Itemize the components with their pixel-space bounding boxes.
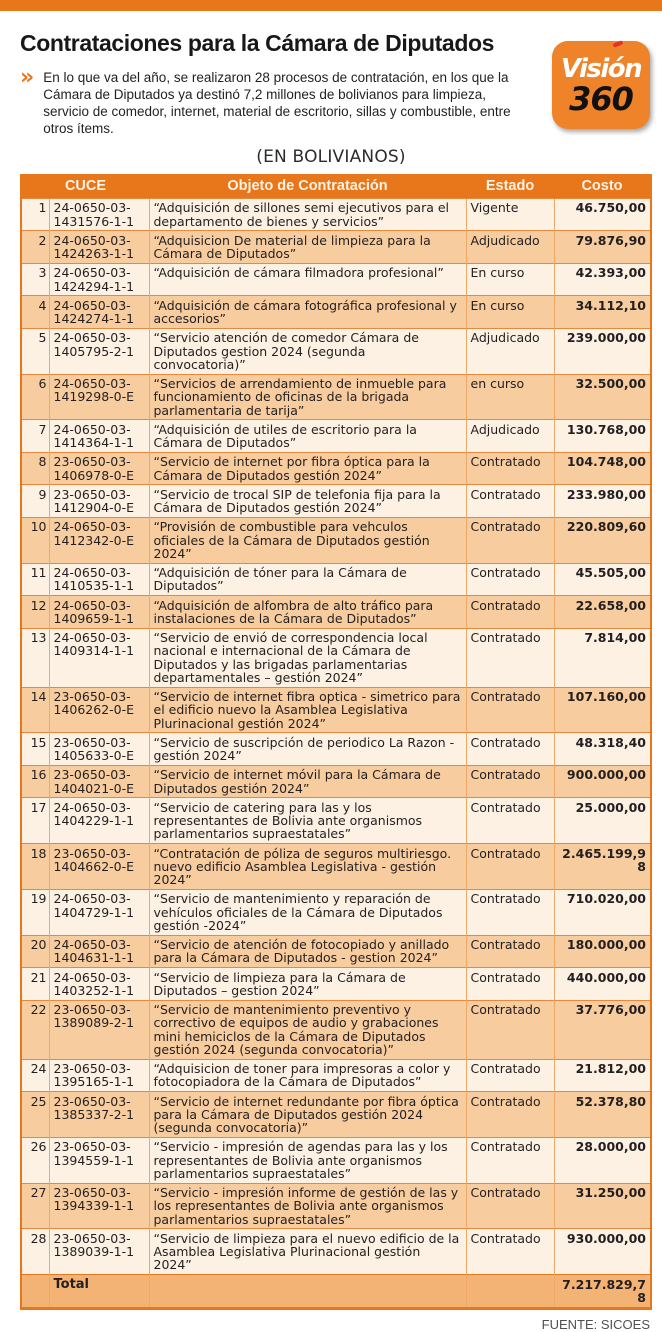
page-title: Contrataciones para la Cámara de Diputados <box>20 30 495 56</box>
cell-costo: 31.250,00 <box>554 1183 651 1229</box>
row-number: 14 <box>21 687 49 733</box>
row-number: 3 <box>21 263 49 296</box>
cell-objeto: “Servicio de limpieza para el nuevo edificio de la Asamblea Legislativa Plurinacional gestión 2024” <box>149 1229 466 1275</box>
cell-costo: 37.776,00 <box>554 1000 651 1059</box>
table-body <box>21 198 651 1274</box>
intro-block <box>20 65 525 137</box>
cell-estado: Contratado <box>466 517 554 563</box>
cell-cuce: 23-0650-03-1385337-2-1 <box>49 1092 149 1138</box>
row-number: 26 <box>21 1137 49 1183</box>
currency-unit-label: (EN BOLIVIANOS) <box>256 147 406 167</box>
row-number: 13 <box>21 628 49 687</box>
cell-costo: 22.658,00 <box>554 596 651 629</box>
cell-objeto: “Adquisición de sillones semi ejecutivos para el departamento de bienes y servicios” <box>149 198 466 231</box>
cell-objeto: “Adquisición de alfombra de alto tráfico para instalaciones de la Cámara de Diputados” <box>149 596 466 629</box>
cell-objeto: “Adquisición de cámara fotográfica profesional y accesorios” <box>149 296 466 329</box>
table-row <box>21 798 651 844</box>
row-number: 2 <box>21 231 49 264</box>
cell-objeto: “Servicio - impresión de agendas para las y los representantes de Bolivia ante organismos parlamentarios supraestatales” <box>149 1137 466 1183</box>
cell-costo: 34.112,10 <box>554 296 651 329</box>
cell-objeto: “Adquisicion de toner para impresoras a color y fotocopiadora de la Cámara de Diputados” <box>149 1059 466 1092</box>
cell-objeto: “Servicio de envió de correspondencia local nacional e internacional de la Cámara de Diputados y las brigadas parlamentarias departamentales – gestión 2024” <box>149 628 466 687</box>
row-number: 19 <box>21 889 49 935</box>
row-number: 15 <box>21 733 49 766</box>
cell-objeto: “Servicio de catering para las y los representantes de Bolivia ante organismos parlamentarios supraestatales” <box>149 798 466 844</box>
cell-objeto: “Adquisición de tóner para la Cámara de Diputados” <box>149 563 466 596</box>
cell-costo: 900.000,00 <box>554 765 651 798</box>
row-number: 21 <box>21 968 49 1001</box>
cell-costo: 32.500,00 <box>554 374 651 420</box>
total-empty-number-cell <box>21 1275 49 1309</box>
table-row <box>21 231 651 264</box>
cell-costo: 21.812,00 <box>554 1059 651 1092</box>
cell-cuce: 23-0650-03-1394339-1-1 <box>49 1183 149 1229</box>
cell-objeto: “Servicio atención de comedor Cámara de Diputados gestion 2024 (segunda convocatoria)” <box>149 328 466 374</box>
row-number: 22 <box>21 1000 49 1059</box>
cell-cuce: 23-0650-03-1406978-0-E <box>49 452 149 485</box>
intro-text: En lo que va del año, se realizaron 28 procesos de contratación, en los que la Cámara de Diputados ya destinó 7,2 millones de bolivianos para limpieza, servicio de comedor, internet, material de escritorio, sillas y combustible, entre otros ítems. <box>43 70 511 136</box>
cell-costo: 79.876,90 <box>554 231 651 264</box>
cell-costo: 130.768,00 <box>554 420 651 453</box>
cell-estado: Contratado <box>466 452 554 485</box>
row-number: 6 <box>21 374 49 420</box>
cell-estado: Contratado <box>466 563 554 596</box>
cell-estado: En curso <box>466 263 554 296</box>
table-row <box>21 1229 651 1275</box>
cell-costo: 180.000,00 <box>554 935 651 968</box>
logo-text-vision: Visión <box>560 53 642 84</box>
table-row <box>21 596 651 629</box>
cell-estado: en curso <box>466 374 554 420</box>
cell-estado: Contratado <box>466 687 554 733</box>
row-number: 5 <box>21 328 49 374</box>
cell-cuce: 23-0650-03-1406262-0-E <box>49 687 149 733</box>
row-number: 11 <box>21 563 49 596</box>
row-number: 27 <box>21 1183 49 1229</box>
table-row <box>21 1000 651 1059</box>
cell-cuce: 23-0650-03-1404021-0-E <box>49 765 149 798</box>
table-row <box>21 1059 651 1092</box>
cell-cuce: 24-0650-03-1409659-1-1 <box>49 596 149 629</box>
total-empty-estado-cell <box>466 1275 554 1309</box>
table-row <box>21 628 651 687</box>
cell-cuce: 24-0650-03-1404729-1-1 <box>49 889 149 935</box>
cell-cuce: 24-0650-03-1405795-2-1 <box>49 328 149 374</box>
row-number: 1 <box>21 198 49 231</box>
table-footer <box>21 1275 651 1309</box>
logo-text-360: 360 <box>569 79 633 118</box>
cell-objeto: “Contratación de póliza de seguros multiriesgo. nuevo edificio Asamblea Legislativa - gestión 2024” <box>149 844 466 890</box>
cell-costo: 104.748,00 <box>554 452 651 485</box>
row-number: 18 <box>21 844 49 890</box>
table-row <box>21 452 651 485</box>
cell-costo: 28.000,00 <box>554 1137 651 1183</box>
table-row <box>21 374 651 420</box>
row-number: 24 <box>21 1059 49 1092</box>
total-row <box>21 1275 651 1309</box>
table-row <box>21 296 651 329</box>
cell-estado: Vigente <box>466 198 554 231</box>
cell-costo: 48.318,40 <box>554 733 651 766</box>
table-row <box>21 1092 651 1138</box>
cell-estado: Contratado <box>466 485 554 518</box>
cell-objeto: “Adquisición de cámara filmadora profesional” <box>149 263 466 296</box>
cell-estado: Contratado <box>466 1229 554 1275</box>
cell-cuce: 24-0650-03-1424294-1-1 <box>49 263 149 296</box>
cell-estado: Contratado <box>466 935 554 968</box>
row-number: 4 <box>21 296 49 329</box>
column-header-costo: Costo <box>554 175 651 198</box>
row-number: 12 <box>21 596 49 629</box>
cell-cuce: 24-0650-03-1404229-1-1 <box>49 798 149 844</box>
table-row <box>21 420 651 453</box>
cell-cuce: 23-0650-03-1394559-1-1 <box>49 1137 149 1183</box>
cell-objeto: “Servicio de limpieza para la Cámara de Diputados – gestion 2024” <box>149 968 466 1001</box>
cell-costo: 710.020,00 <box>554 889 651 935</box>
cell-estado: En curso <box>466 296 554 329</box>
cell-objeto: “Servicio de mantenimiento preventivo y correctivo de equipos de audio y grabaciones mini hemiciclos de la Cámara de Diputados gestión 2024 (segunda convocatoria)” <box>149 1000 466 1059</box>
cell-cuce: 24-0650-03-1409314-1-1 <box>49 628 149 687</box>
cell-estado: Contratado <box>466 596 554 629</box>
cell-estado: Contratado <box>466 765 554 798</box>
table-row <box>21 935 651 968</box>
cell-costo: 440.000,00 <box>554 968 651 1001</box>
cell-cuce: 23-0650-03-1405633-0-E <box>49 733 149 766</box>
top-accent-bar <box>0 0 662 11</box>
cell-objeto: “Servicio de internet por fibra óptica para la Cámara de Diputados gestión 2024” <box>149 452 466 485</box>
row-number: 17 <box>21 798 49 844</box>
cell-cuce: 24-0650-03-1424274-1-1 <box>49 296 149 329</box>
cell-costo: 46.750,00 <box>554 198 651 231</box>
table-row <box>21 563 651 596</box>
cell-estado: Contratado <box>466 1000 554 1059</box>
cell-costo: 7.814,00 <box>554 628 651 687</box>
cell-costo: 52.378,80 <box>554 1092 651 1138</box>
row-number: 9 <box>21 485 49 518</box>
header <box>0 11 662 137</box>
cell-cuce: 24-0650-03-1410535-1-1 <box>49 563 149 596</box>
table-row <box>21 733 651 766</box>
double-chevron-icon: » <box>20 65 35 90</box>
cell-objeto: “Servicio de suscripción de periodico La Razon - gestión 2024” <box>149 733 466 766</box>
cell-estado: Adjudicado <box>466 231 554 264</box>
row-number: 25 <box>21 1092 49 1138</box>
table-header-row <box>21 175 651 198</box>
row-number: 8 <box>21 452 49 485</box>
cell-estado: Contratado <box>466 798 554 844</box>
cell-objeto: “Servicio de internet redundante por fibra óptica para la Cámara de Diputados gestión 2024 (segunda convocatoria)” <box>149 1092 466 1138</box>
cell-costo: 233.980,00 <box>554 485 651 518</box>
cell-estado: Contratado <box>466 1137 554 1183</box>
column-header-estado: Estado <box>466 175 554 198</box>
total-value: 7.217.829,78 <box>554 1275 651 1309</box>
table-row <box>21 765 651 798</box>
table-header <box>21 175 651 198</box>
cell-objeto: “Adquisición de utiles de escritorio para la Cámara de Diputados” <box>149 420 466 453</box>
table-row <box>21 968 651 1001</box>
column-header-cuce: CUCE <box>21 175 149 198</box>
cell-objeto: “Servicio de atención de fotocopiado y anillado para la Cámara de Diputados - gestion 2024” <box>149 935 466 968</box>
cell-estado: Contratado <box>466 628 554 687</box>
source-credit: FUENTE: SICOES <box>541 1316 650 1332</box>
cell-costo: 239.000,00 <box>554 328 651 374</box>
row-number: 20 <box>21 935 49 968</box>
row-number: 10 <box>21 517 49 563</box>
cell-objeto: “Servicio de internet móvil para la Cámara de Diputados gestión 2024” <box>149 765 466 798</box>
cell-costo: 107.160,00 <box>554 687 651 733</box>
cell-objeto: “Servicio de trocal SIP de telefonia fija para la Cámara de Diputados gestión 2024” <box>149 485 466 518</box>
cell-costo: 930.000,00 <box>554 1229 651 1275</box>
cell-objeto: “Adquisicion De material de limpieza para la Cámara de Diputados” <box>149 231 466 264</box>
cell-cuce: 24-0650-03-1403252-1-1 <box>49 968 149 1001</box>
vision360-logo <box>552 41 650 129</box>
cell-objeto: “Servicio de internet fibra optica - simetrico para el edificio nuevo la Asamblea Legislativa Plurinacional gestión 2024” <box>149 687 466 733</box>
table-row <box>21 263 651 296</box>
cell-estado: Contratado <box>466 1092 554 1138</box>
cell-cuce: 23-0650-03-1389039-1-1 <box>49 1229 149 1275</box>
logo-red-accent-mark <box>613 40 624 47</box>
total-empty-objeto-cell <box>149 1275 466 1309</box>
column-header-objeto: Objeto de Contratación <box>149 175 466 198</box>
table-row <box>21 198 651 231</box>
cell-costo: 25.000,00 <box>554 798 651 844</box>
cell-estado: Adjudicado <box>466 328 554 374</box>
cell-estado: Adjudicado <box>466 420 554 453</box>
table-row <box>21 328 651 374</box>
cell-cuce: 24-0650-03-1404631-1-1 <box>49 935 149 968</box>
cell-costo: 2.465.199,98 <box>554 844 651 890</box>
row-number: 7 <box>21 420 49 453</box>
cell-cuce: 24-0650-03-1414364-1-1 <box>49 420 149 453</box>
cell-cuce: 24-0650-03-1424263-1-1 <box>49 231 149 264</box>
table-row <box>21 687 651 733</box>
cell-costo: 220.809,60 <box>554 517 651 563</box>
cell-objeto: “Servicios de arrendamiento de inmueble para funcionamiento de oficinas de la brigada parlamentaria de tarija” <box>149 374 466 420</box>
cell-cuce: 24-0650-03-1412342-0-E <box>49 517 149 563</box>
cell-estado: Contratado <box>466 1059 554 1092</box>
row-number: 16 <box>21 765 49 798</box>
cell-estado: Contratado <box>466 968 554 1001</box>
table-row <box>21 517 651 563</box>
cell-estado: Contratado <box>466 1183 554 1229</box>
cell-cuce: 23-0650-03-1412904-0-E <box>49 485 149 518</box>
row-number: 28 <box>21 1229 49 1275</box>
cell-estado: Contratado <box>466 733 554 766</box>
cell-estado: Contratado <box>466 889 554 935</box>
cell-cuce: 24-0650-03-1431576-1-1 <box>49 198 149 231</box>
cell-costo: 45.505,00 <box>554 563 651 596</box>
cell-estado: Contratado <box>466 844 554 890</box>
table-row <box>21 1183 651 1229</box>
table-row <box>21 485 651 518</box>
cell-cuce: 23-0650-03-1404662-0-E <box>49 844 149 890</box>
table-row <box>21 889 651 935</box>
cell-cuce: 23-0650-03-1395165-1-1 <box>49 1059 149 1092</box>
total-label: Total <box>49 1275 149 1309</box>
cell-cuce: 23-0650-03-1389089-2-1 <box>49 1000 149 1059</box>
cell-costo: 42.393,00 <box>554 263 651 296</box>
cell-objeto: “Servicio de mantenimiento y reparación de vehículos oficiales de la Cámara de Diputados gestión -2024” <box>149 889 466 935</box>
cell-objeto: “Servicio - impresión informe de gestión de las y los representantes de Bolivia ante organismos parlamentarios supraestatales” <box>149 1183 466 1229</box>
cell-cuce: 24-0650-03-1419298-0-E <box>49 374 149 420</box>
table-row <box>21 1137 651 1183</box>
cell-objeto: “Provisión de combustible para vehculos oficiales de la Cámara de Diputados gestión 2024” <box>149 517 466 563</box>
table-row <box>21 844 651 890</box>
contracts-table <box>20 174 652 1310</box>
